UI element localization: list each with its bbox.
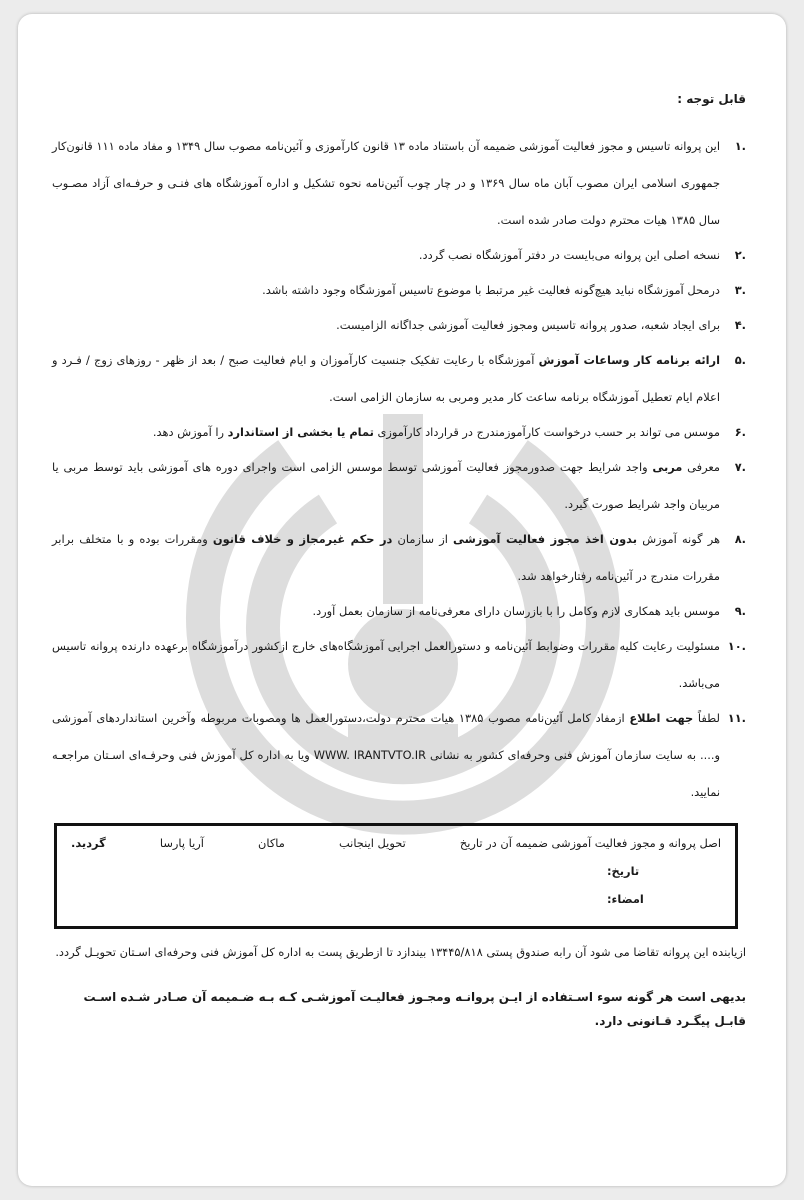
- notice-item-text: [52, 307, 720, 344]
- text-run: موسس می تواند بر حسب درخواست کارآموزمندرج در قرارداد کارآموزی: [373, 425, 720, 439]
- emphasized-text: بدون اخذ مجوز فعالیت آموزشی: [453, 532, 638, 546]
- receipt-end-text: گردید.: [71, 836, 106, 850]
- receipt-first-name: ماکان: [258, 836, 285, 850]
- notice-item-text: [52, 628, 720, 702]
- notice-item-text: [52, 700, 720, 811]
- notice-item-text: [52, 237, 720, 274]
- notice-item: [52, 237, 746, 274]
- text-run: از سازمان: [392, 532, 454, 546]
- notice-item-text: [52, 128, 720, 239]
- notice-item-text: [52, 521, 720, 595]
- notice-item-text: [52, 593, 720, 630]
- text-run: مسئولیت رعایت کلیه مقررات وضوابط آئین‌نامه و دستورالعمل اجرایی آموزشگاه‌های خارج ازکشور درآموزشگاه برعهده دارنده پروانه تاسیس می‌باشد.: [52, 639, 720, 690]
- emphasized-text: ارائه برنامه کار وساعات آموزش: [538, 353, 720, 367]
- notice-item: [52, 521, 746, 595]
- text-run: را آموزش دهد.: [152, 425, 228, 439]
- notice-item-text: [52, 414, 720, 451]
- notice-item-number: .۲: [734, 248, 746, 262]
- text-run: آموزشگاه با رعایت تفکیک جنسیت کارآموزان و ایام فعالیت صبح / بعد از ظهر - روزهای زوج / فـرد و اعلام ایام تعطیل آموزشگاه برنامه ساعت کار مدیر ومربی به سازمان الزامی است.: [52, 353, 720, 404]
- emphasized-text: تمام یا بخشی از استاندارد: [227, 425, 374, 439]
- text-run: لطفاً: [693, 711, 720, 725]
- notice-item: [52, 272, 746, 309]
- receipt-last-name: آریا پارسا: [159, 836, 204, 850]
- notice-item-number: .۶: [734, 425, 746, 439]
- notice-items-list: [52, 128, 746, 811]
- notice-item-number: .۸: [734, 532, 746, 546]
- notice-item: [52, 700, 746, 811]
- notice-item: [52, 342, 746, 416]
- receipt-date-label: تاریخ:: [607, 864, 640, 878]
- document-content: [18, 14, 786, 1045]
- notice-item-text: [52, 342, 720, 416]
- notice-item: [52, 449, 746, 523]
- receipt-signature-label: امضاء:: [607, 892, 644, 906]
- notice-item: [52, 307, 746, 344]
- receipt-text: اصل پروانه و مجوز فعالیت آموزشی ضمیمه آن در تاریخ: [459, 836, 721, 850]
- notice-item-text: [52, 449, 720, 523]
- text-run: معرفی: [682, 460, 720, 474]
- emphasized-text: جهت اطلاع: [629, 711, 694, 725]
- legal-warning: بدیهی است هر گونه سوء اسـتفاده از ایـن پروانـه ومجـوز فعالیـت آموزشـی کـه بـه ضـمیمه آن صـادر شـده اسـت قابـل پیگـرد قـانونی دارد.: [83, 990, 746, 1028]
- notice-item-number: .۵: [734, 353, 746, 367]
- notice-heading: قابل توجه :: [677, 92, 746, 106]
- text-run: موسس باید همکاری لازم وکامل را با بازرسان دارای معرفی‌نامه از سازمان بعمل آورد.: [312, 604, 720, 618]
- notice-item: [52, 628, 746, 702]
- text-run: نسخه اصلی این پروانه می‌بایست در دفتر آموزشگاه نصب گردد.: [418, 248, 720, 262]
- receipt-received-label: تحویل اینجانب: [338, 836, 406, 850]
- text-run: این پروانه تاسیس و مجوز فعالیت آموزشی ضمیمه آن باستناد ماده ۱۳ قانون کارآموزی و آئین‌نامه مصوب سال ۱۳۴۹ و مفاد ماده ۱۱۱ قانون‌کار جمهوری اسلامی ایران مصوب آبان ماه سال ۱۳۶۹ و در چار چوب آئین‌نامه نحوه تشکیل و اداره آموزشگاه های فنـی و حرفـه‌ای آزاد مصـوب سال ۱۳۸۵ هیات محترم دولت صادر شده است.: [52, 139, 720, 227]
- receipt-box: [54, 823, 738, 929]
- emphasized-text: در حکم غیرمجاز و خلاف قانون: [212, 532, 393, 546]
- notice-item-text: [52, 272, 720, 309]
- notice-item: [52, 128, 746, 239]
- text-run: درمحل آموزشگاه نباید هیچ‌گونه فعالیت غیر مرتبط با موضوع تاسیس آموزشگاه وجود داشته باشد.: [262, 283, 720, 297]
- postal-note: ازیابنده این پروانه تقاضا می شود آن رابه صندوق پستی ۱۳۴۴۵/۸۱۸ بیندازد تا ازطریق پست به اداره کل آموزش فنی وحرفه‌ای اسـتان تحویـل گردد.: [55, 945, 746, 959]
- text-run: برای ایجاد شعبه، صدور پروانه تاسیس ومجوز فعالیت آموزشی جداگانه الزامیست.: [336, 318, 720, 332]
- text-run: هر گونه آموزش: [637, 532, 720, 546]
- notice-item-number: .۱۱: [727, 711, 746, 725]
- notice-item-number: .۱۰: [727, 639, 746, 653]
- notice-item-number: .۹: [734, 604, 746, 618]
- notice-item-number: .۳: [734, 283, 746, 297]
- notice-item-number: .۱: [734, 139, 746, 153]
- notice-item: [52, 593, 746, 630]
- text-run: ازمفاد کامل آئین‌نامه مصوب ۱۳۸۵ هیات محترم دولت،دستورالعمل ها ومصوبات مربوطه وآخرین استانداردهای آموزشی و.... به سایت سازمان آموزش فنی وحرفه‌ای کشور به نشانی WWW. IRANTVTO.IR ویا به اداره کل آموزش فنی وحرفـه‌ای اسـتان مراجعـه نمایید.: [52, 711, 720, 799]
- document-page: [18, 14, 786, 1186]
- text-run: واجد شرایط جهت صدورمجوز فعالیت آموزشی توسط موسس الزامی است واجرای دوره های آموزشی باید توسط مربی یا مربیان واجد شرایط صورت گیرد.: [52, 460, 720, 511]
- notice-item-number: .۴: [734, 318, 746, 332]
- emphasized-text: مربی: [652, 460, 683, 474]
- receipt-line: [71, 836, 721, 850]
- notice-item-number: .۷: [734, 460, 746, 474]
- text-run: ومقررات بوده و با متخلف برابر مقررات مندرج در آئین‌نامه رفتارخواهد شد.: [52, 532, 720, 583]
- notice-item: [52, 414, 746, 451]
